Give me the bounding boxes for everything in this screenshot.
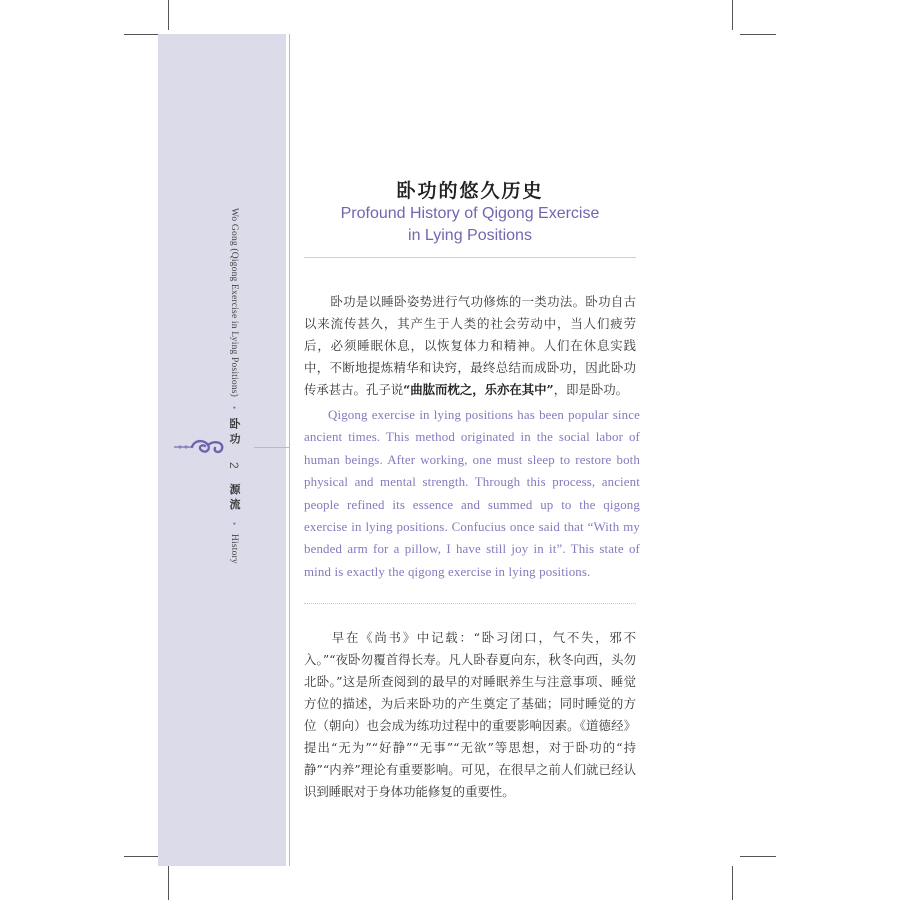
paragraph-zh-1-tail: ，即是卧功。 <box>553 382 629 397</box>
paragraph-zh-2-text: 早在《尚书》中记载：“卧习闭口，气不失，邪不入。”“夜卧勿覆首得长寿。凡人卧春夏向东，秋冬向西，头勿北卧。”这是所查阅到的最早的对睡眠养生与注意事项、睡觉方位的描述，为后来卧功的产生奠定了基础；同时睡觉的方位（朝向）也会成为练功过程中的重要影响因素。《道德经》提出“无为”“好静”“无事”“无欲”等思想，对于卧功的“持静”“内养”理论有重要影响。可见，在很早之前人们就已经认识到睡眠对于身体功能修复的重要性。 <box>304 630 636 799</box>
paragraph-zh-2 <box>304 627 636 803</box>
title-divider <box>304 257 636 258</box>
confucius-quote: “曲肱而枕之，乐亦在其中” <box>403 382 554 397</box>
crop-mark <box>168 866 169 900</box>
paragraph-en-1-text: Qigong exercise in lying positions has been popular since ancient times. This method originated in the social labor of human beings. After working, one must sleep to restore both physical and mental strength. Through this process, ancient people refined its essence and summed up to the qigong exercise in lying positions. Confucius once said that “With my bended arm for a pillow, I have still joy in it”. This state of mind is exactly the qigong exercise in lying positions. <box>304 408 640 579</box>
crop-mark <box>732 0 733 30</box>
chapter-title-zh: 卧功的悠久历史 <box>396 180 544 202</box>
running-title-zh: 卧功 <box>228 417 241 448</box>
running-title-en: Wo Gong (Qigong Exercise in Lying Positions) <box>229 208 239 398</box>
sidebar-divider <box>289 34 290 866</box>
section-title-zh: 源流 <box>228 483 241 514</box>
page-number: 2 <box>227 462 241 469</box>
running-title <box>228 208 240 564</box>
crop-mark <box>168 0 169 30</box>
bullet-dot: • <box>229 405 239 409</box>
crop-mark <box>124 34 160 35</box>
crop-mark <box>124 856 160 857</box>
crop-mark <box>740 34 776 35</box>
crop-mark <box>740 856 776 857</box>
cloud-swirl-ornament-icon <box>172 436 230 458</box>
chapter-title-en <box>300 203 640 247</box>
crop-mark <box>732 866 733 900</box>
section-title-en: History <box>229 533 239 564</box>
chapter-title-en-line2: in Lying Positions <box>408 227 532 244</box>
paragraph-zh-1 <box>304 291 636 401</box>
paragraph-en-1 <box>304 404 640 583</box>
chapter-title-en-line1: Profound History of Qigong Exercise <box>340 205 600 222</box>
section-divider <box>304 603 636 604</box>
ornament-rule <box>254 447 290 448</box>
paragraph-zh-1-text: 卧功是以睡卧姿势进行气功修炼的一类功法。卧功自古以来流传甚久，其产生于人类的社会劳动中，当人们疲劳后，必须睡眠休息，以恢复体力和精神。人们在休息实践中，不断地提炼精华和诀窍，最终总结而成卧功，因此卧功传承甚古。孔子说 <box>304 294 636 397</box>
bullet-dot: • <box>229 522 239 526</box>
